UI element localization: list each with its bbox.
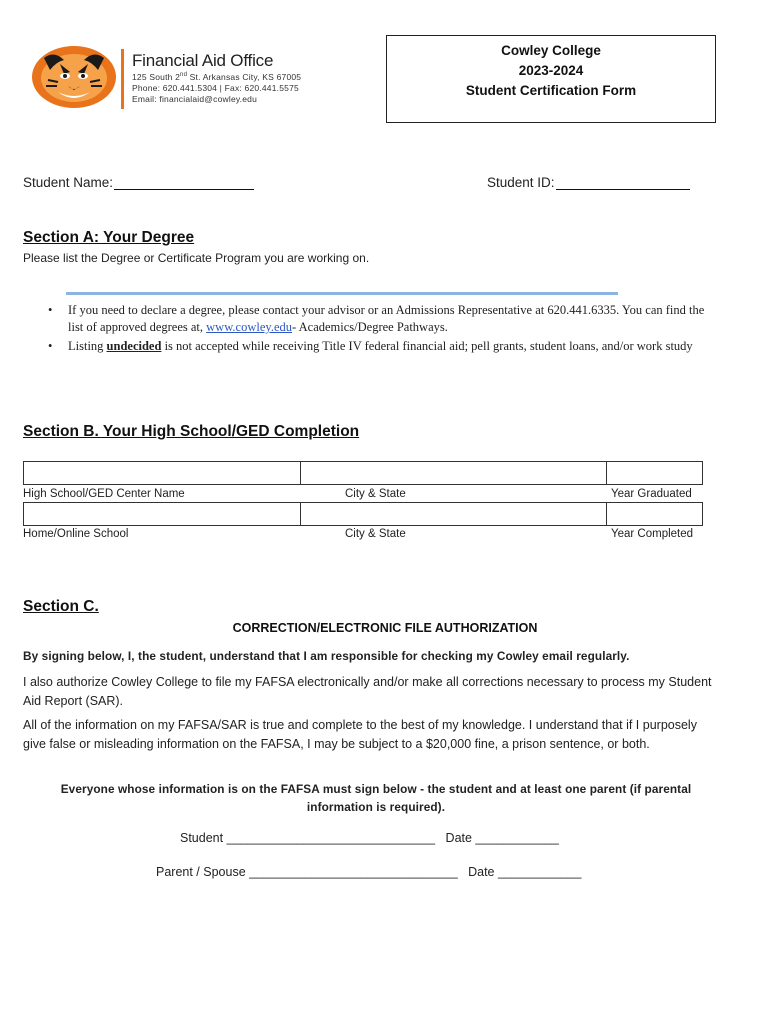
home-school-row [23,502,703,526]
section-a-heading: Section A: Your Degree [23,229,195,246]
bullet-icon: • [48,339,53,353]
high-school-city-state-field[interactable] [301,462,607,484]
section-b-heading: Section B. Your High School/GED Completion [23,423,360,440]
section-a-instruction: Please list the Degree or Certificate Program you are working on. [23,251,370,265]
office-phone-fax: Phone: 620.441.5304 | Fax: 620.441.5575 [132,83,299,93]
form-title-box [386,35,716,123]
year-completed-field[interactable] [607,503,702,525]
tiger-logo-icon [30,44,118,110]
form-title: Student Certification Form [465,83,637,98]
year-completed-label: Year Completed [611,528,694,540]
bullet-icon: • [48,303,53,317]
signature-instruction: Everyone whose information is on the FAFSA must sign below - the student and at least one parent (if parental information is required). [60,782,692,814]
parent-signature-line[interactable]: Parent / Spouse ______________________________ Date ____________ [156,865,582,879]
home-school-city-state-field[interactable] [301,503,607,525]
home-school-label: Home/Online School [23,528,129,540]
office-title: Financial Aid Office [132,51,274,70]
city-state-label: City & State [345,528,406,540]
degree-input-line[interactable] [66,292,618,295]
college-name: Cowley College [501,43,601,58]
list-item: • If you need to declare a degree, please contact your advisor or an Admissions Representative at 620.441.6335. You can find the list of approved degrees at, www.cowley.edu- Academics/Degree Pathways. [48,303,705,334]
fafsa-authorization-statement: I also authorize Cowley College to file my FAFSA electronically and/or make all corrections necessary to process my Student Aid Report (SAR). [23,675,712,708]
section-a-notes [48,302,714,357]
section-c-heading: Section C. [23,598,99,615]
office-email: Email: financialaid@cowley.edu [132,94,258,104]
home-school-name-field[interactable] [24,503,301,525]
high-school-row [23,461,703,485]
office-address: 125 South 2nd St. Arkansas City, KS 67005 [132,72,302,82]
student-name-field[interactable] [114,176,254,190]
cowley-website-link[interactable]: www.cowley.edu [206,320,293,334]
high-school-name-label: High School/GED Center Name [23,488,185,500]
student-signature-line[interactable]: Student ______________________________ Date ____________ [180,831,559,845]
student-name-label: Student Name: [23,175,114,190]
student-id-label: Student ID: [487,175,555,190]
year-graduated-field[interactable] [607,462,702,484]
header-divider [121,49,124,109]
authorization-title: CORRECTION/ELECTRONIC FILE AUTHORIZATION [232,621,538,635]
year-graduated-label: Year Graduated [611,488,692,500]
truthfulness-statement: All of the information on my FAFSA/SAR is true and complete to the best of my knowledge. I understand that if I purposely give false or misleading information on the FAFSA, I may be subject to a $20,000 fine, a prison sentence, or both. [23,718,697,751]
high-school-name-field[interactable] [24,462,301,484]
list-item: • Listing undecided is not accepted while receiving Title IV federal financial aid; pell grants, student loans, and/or work study [48,339,693,353]
student-id-field[interactable] [556,176,690,190]
award-year: 2023-2024 [518,63,584,78]
city-state-label: City & State [345,488,406,500]
email-responsibility-statement: By signing below, I, the student, understand that I am responsible for checking my Cowley email regularly. [23,649,630,663]
